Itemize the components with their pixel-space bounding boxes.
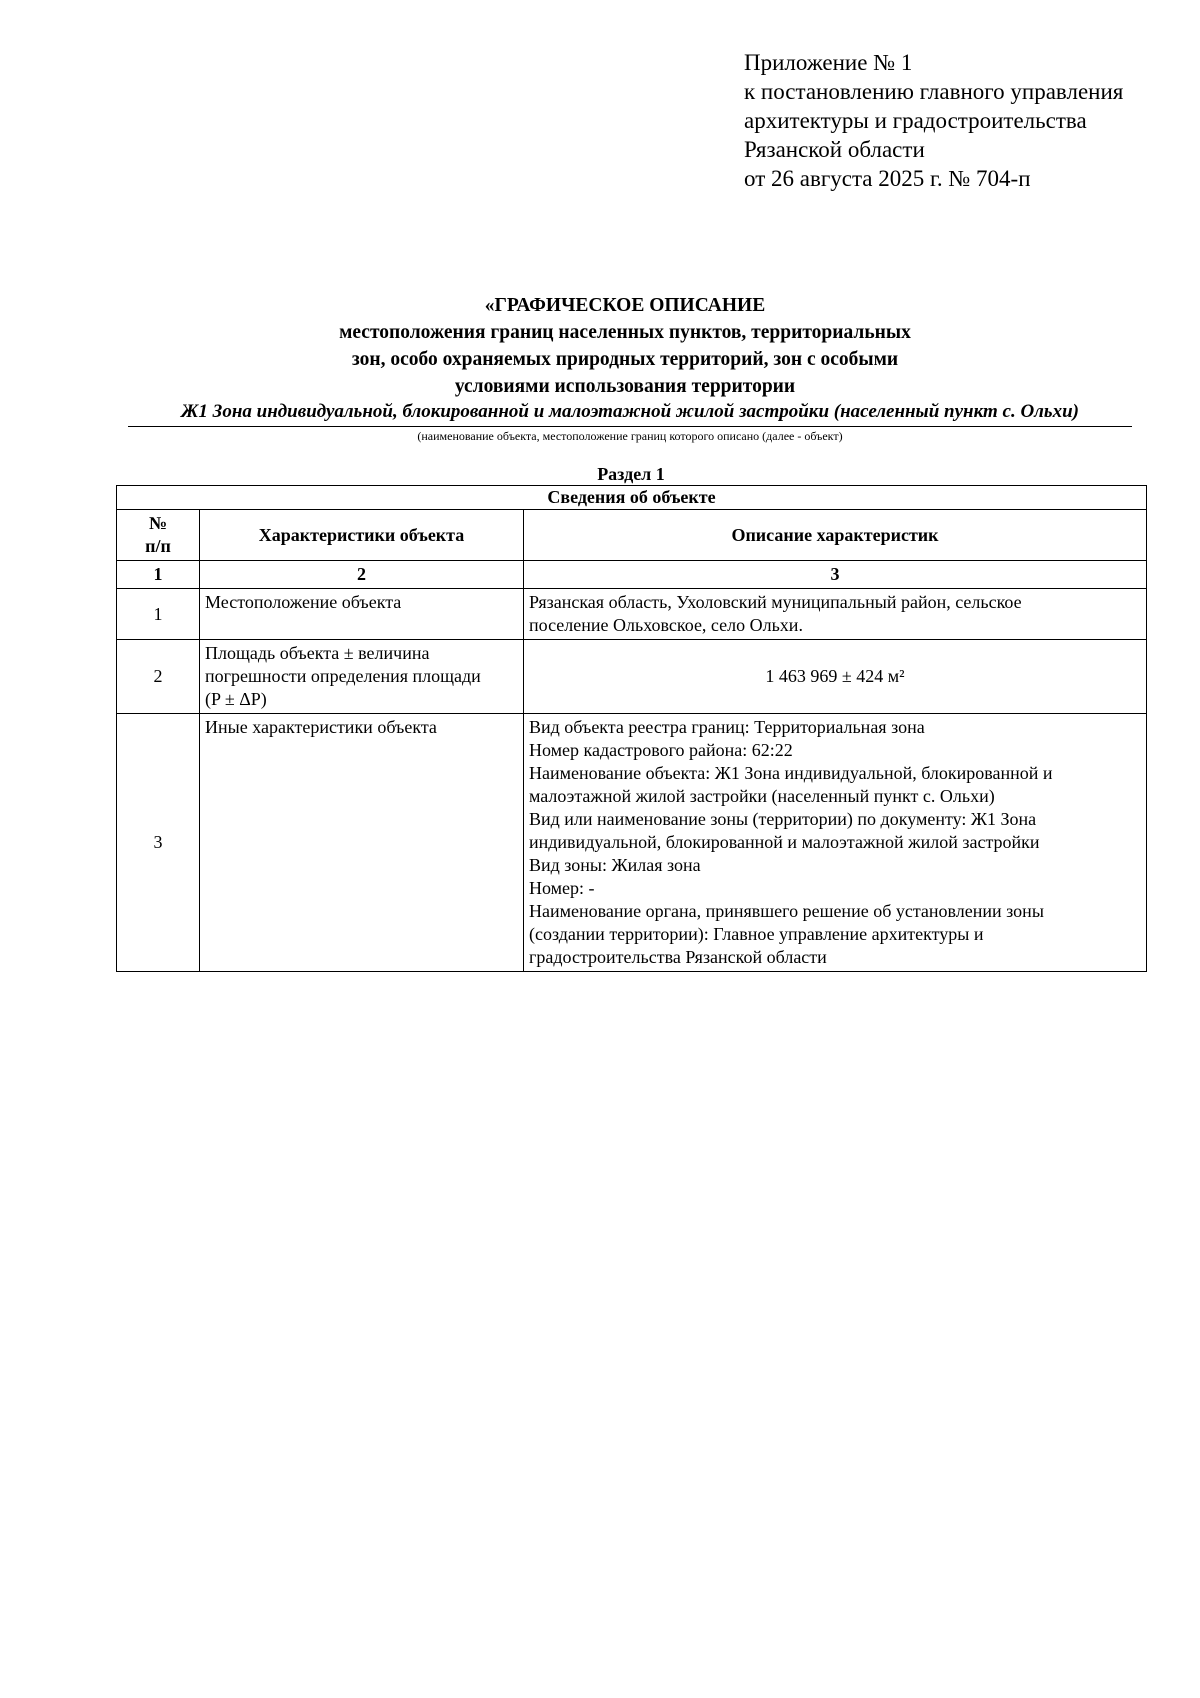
description-line: Номер: - [529,878,595,898]
description-line: Номер кадастрового района: 62:22 [529,740,793,760]
appendix-line: Рязанской области [744,137,925,162]
title-heading: «ГРАФИЧЕСКОЕ ОПИСАНИЕ [484,295,766,316]
description-line: градостроительства Рязанской области [529,947,827,967]
title-subheading-line: зон, особо охраняемых природных территорий, зон с особыми [351,349,899,370]
header-description: Описание характеристик [524,510,1147,561]
area-value: 1 463 969 ± 424 м² [524,640,1147,714]
row-number: 1 [117,589,200,640]
table-row [117,589,1147,640]
column-number: 1 [117,561,200,589]
column-number-row [117,561,1147,589]
description-line: Вид объекта реестра границ: Территориальная зона [529,717,925,737]
row-characteristic [200,640,524,714]
appendix-line: Приложение № 1 [744,50,913,75]
characteristic-line: погрешности определения площади [205,666,481,686]
description-line: Наименование органа, принявшего решение об установлении зоны [529,901,1044,921]
header-num-line: п/п [145,536,171,556]
description-line: Наименование объекта: Ж1 Зона индивидуальной, блокированной и [529,763,1053,783]
appendix-line: к постановлению главного управления [744,79,1124,104]
column-number: 2 [200,561,524,589]
header-num [117,510,200,561]
appendix-line: от 26 августа 2025 г. № 704-п [744,166,1031,191]
object-info-table [116,485,1147,972]
title-subheading-line: условиями использования территории [454,376,796,397]
row-description [524,714,1147,972]
document-title [116,292,1134,400]
description-line: индивидуальной, блокированной и малоэтажной жилой застройки [529,832,1040,852]
row-description [524,589,1147,640]
header-characteristics: Характеристики объекта [200,510,524,561]
object-name-caption: (наименование объекта, местоположение границ которого описано (далее - объект) [417,429,843,443]
column-number: 3 [524,561,1147,589]
object-name: Ж1 Зона индивидуальной, блокированной и малоэтажной жилой застройки (населенный пункт с. Ольхи) [128,400,1132,427]
description-line: Рязанская область, Ухоловский муниципальный район, сельское [529,592,1022,612]
characteristic-line: (P ± ΔP) [205,689,267,709]
section-title: Раздел 1 [597,464,665,484]
appendix-header [744,48,1174,193]
characteristic-line: Площадь объекта ± величина [205,643,430,663]
description-line: поселение Ольховское, село Ольхи. [529,615,803,635]
table-row [117,714,1147,972]
table-header-row [117,510,1147,561]
row-number: 2 [117,640,200,714]
appendix-line: архитектуры и градостроительства [744,108,1087,133]
description-line: Вид или наименование зоны (территории) по документу: Ж1 Зона [529,809,1037,829]
header-num-line: № [148,513,168,533]
row-number: 3 [117,714,200,972]
table-title-row [117,486,1147,510]
description-line: (создании территории): Главное управление архитектуры и [529,924,984,944]
table-row [117,640,1147,714]
table-title: Сведения об объекте [117,486,1147,510]
row-characteristic: Местоположение объекта [200,589,524,640]
description-line: малоэтажной жилой застройки (населенный пункт с. Ольхи) [529,786,995,806]
row-characteristic: Иные характеристики объекта [200,714,524,972]
description-line: Вид зоны: Жилая зона [529,855,701,875]
title-subheading-line: местоположения границ населенных пунктов, территориальных [339,322,911,343]
